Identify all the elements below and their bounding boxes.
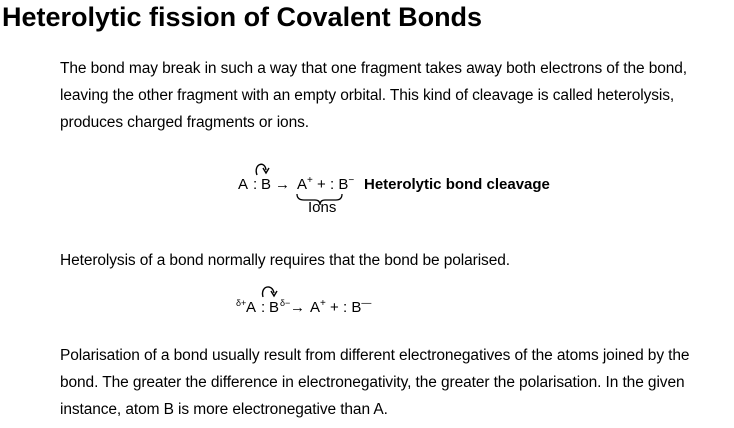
eq2-delta-plus: δ+	[236, 298, 247, 308]
eq1-brace-label: Ions	[308, 199, 337, 216]
eq1-product-a: A+	[297, 175, 313, 193]
equation-polarised-heterolysis	[234, 285, 394, 321]
eq1-product-b: : B−	[330, 175, 355, 193]
equation-heterolytic-cleavage	[236, 161, 576, 221]
page-title: Heterolytic fission of Covalent Bonds	[2, 2, 483, 32]
eq1-reactant-b: B	[261, 176, 272, 193]
eq2-colon: :	[261, 299, 266, 316]
eq2-delta-minus: δ−	[280, 298, 291, 308]
paragraph-heterolysis-definition: The bond may break in such a way that one fragment takes away both electrons of the bond, leaving the other fragment with an empty orbital. This kind of cleavage is called heterolysis, produces charged fragments or ions.	[60, 60, 687, 131]
eq2-reactant-a: A	[246, 299, 257, 316]
eq2-plus: +	[330, 299, 339, 316]
eq2-product-b: : B—	[343, 298, 372, 316]
eq1-label: Heterolytic bond cleavage	[364, 176, 550, 193]
eq1-arrow: →	[275, 176, 290, 193]
eq1-reactant-a: A	[238, 176, 249, 193]
eq2-reactant-b: B	[269, 299, 280, 316]
eq2-arrow: →	[290, 299, 305, 316]
eq2-product-a: A+	[310, 298, 326, 316]
eq1-plus: +	[317, 176, 326, 193]
paragraph-polarisation-requirement: Heterolysis of a bond normally requires that the bond be polarised.	[60, 252, 510, 269]
eq1-colon: :	[253, 176, 258, 193]
paragraph-electronegativity: Polarisation of a bond usually result from different electronegatives of the atoms joined by the bond. The greater the difference in electronegativity, the greater the polarisation. In the given instance, atom B is more electronegative than A.	[60, 347, 690, 418]
